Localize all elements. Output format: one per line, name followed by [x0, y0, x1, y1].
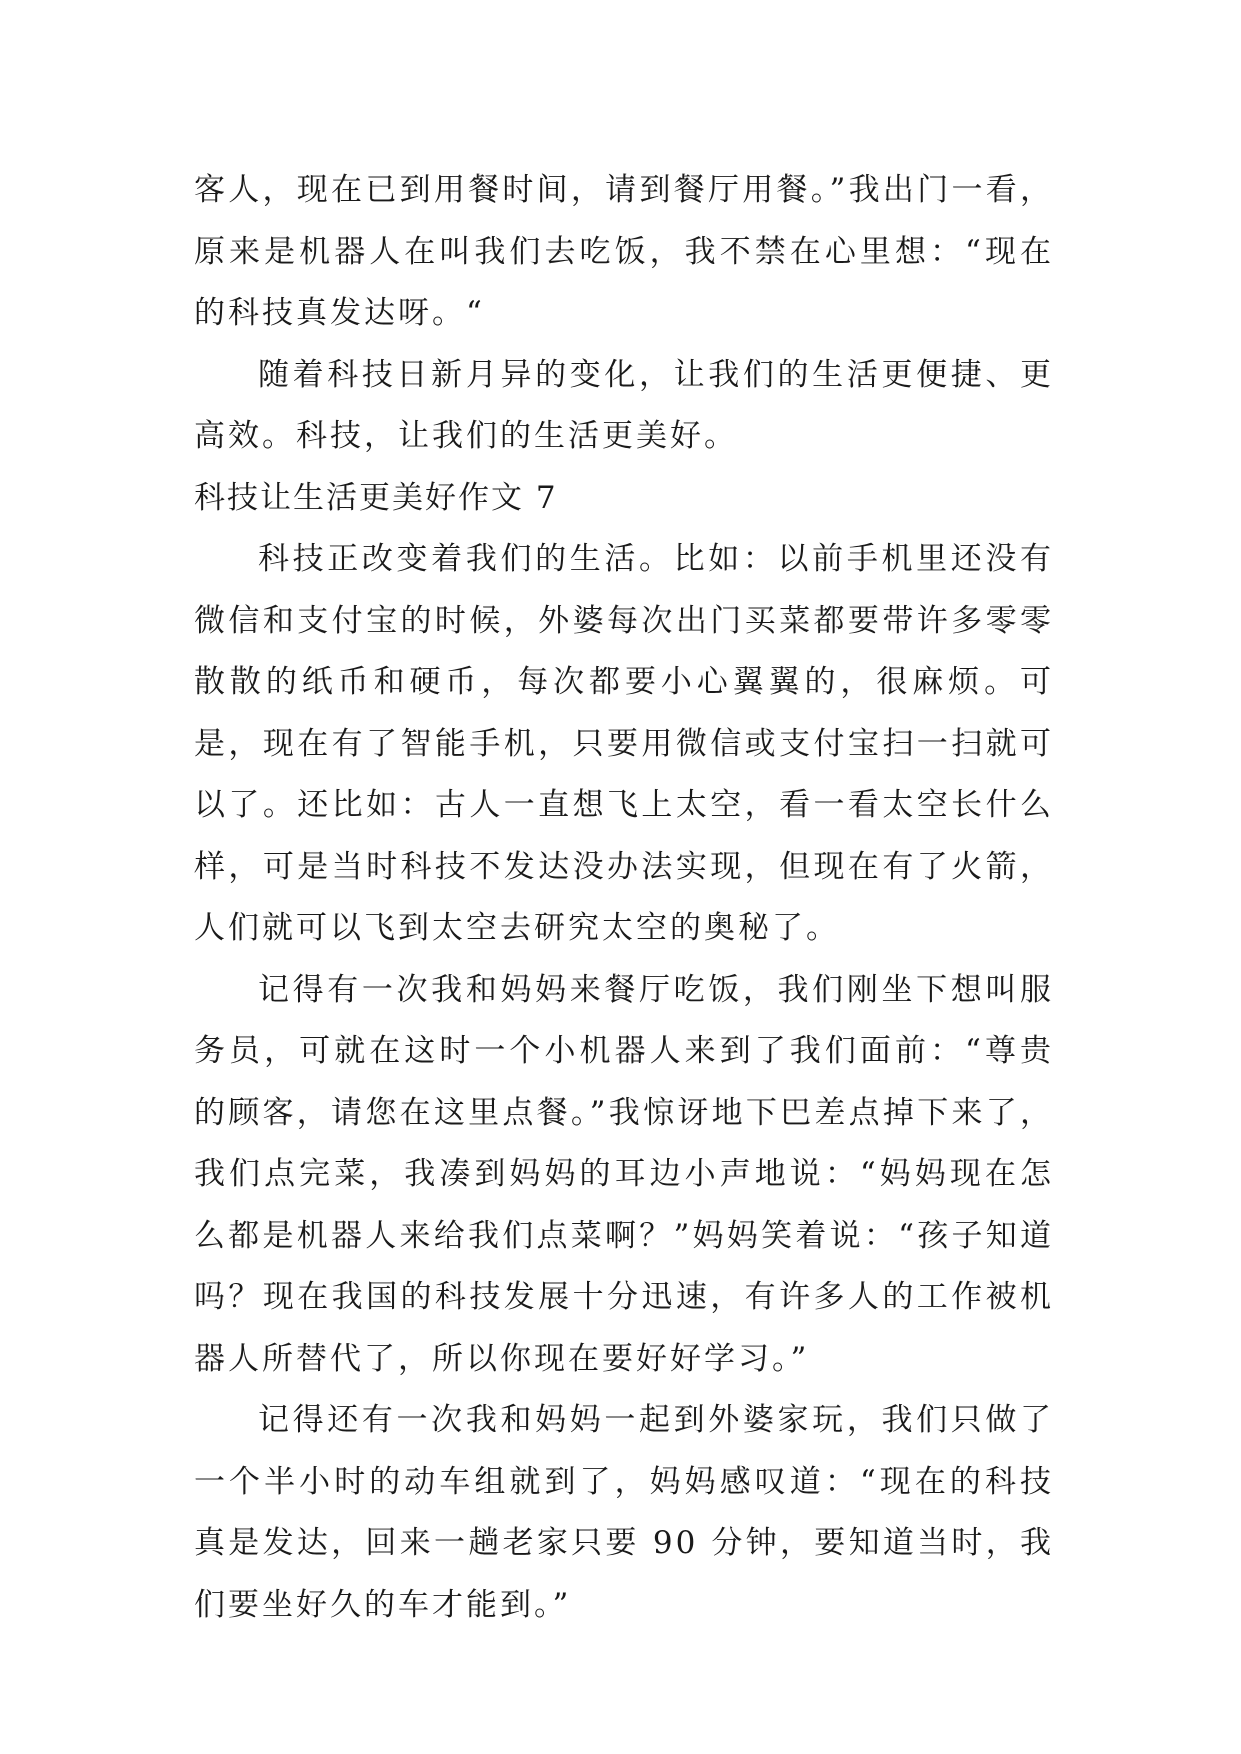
paragraph-intro: 科技正改变着我们的生活。比如：以前手机里还没有微信和支付宝的时候，外婆每次出门买菜都要带许多零零散散的纸币和硬币，每次都要小心翼翼的，很麻烦。可是，现在有了智能手机，只要用微信或支付宝扫一扫就可以了。还比如：古人一直想飞上太空，看一看太空长什么样，可是当时科技不发达没办法实现，但现在有了火箭，人们就可以飞到太空去研究太空的奥秘了。 — [194, 541, 1054, 946]
paragraph-continued: 客人，现在已到用餐时间，请到餐厅用餐。”我出门一看，原来是机器人在叫我们去吃饭，我不禁在心里想：“现在的科技真发达呀。“ — [194, 172, 1054, 331]
section-heading: 科技让生活更美好作文 7 — [194, 479, 558, 516]
paragraph-conclusion: 随着科技日新月异的变化，让我们的生活更便捷、更高效。科技，让我们的生活更美好。 — [194, 356, 1054, 454]
paragraph-restaurant: 记得有一次我和妈妈来餐厅吃饭，我们刚坐下想叫服务员，可就在这时一个小机器人来到了我们面前：“尊贵的顾客，请您在这里点餐。”我惊讶地下巴差点掉下来了，我们点完菜，我凑到妈妈的耳边小声地说：“妈妈现在怎么都是机器人来给我们点菜啊？”妈妈笑着说：“孩子知道吗？现在我国的科技发展十分迅速，有许多人的工作被机器人所替代了，所以你现在要好好学习。” — [194, 971, 1054, 1377]
paragraph-train: 记得还有一次我和妈妈一起到外婆家玩，我们只做了一个半小时的动车组就到了，妈妈感叹道：“现在的科技真是发达，回来一趟老家只要 90 分钟，要知道当时，我们要坐好久的车才能到。” — [194, 1402, 1054, 1623]
document-body — [194, 160, 1054, 1636]
